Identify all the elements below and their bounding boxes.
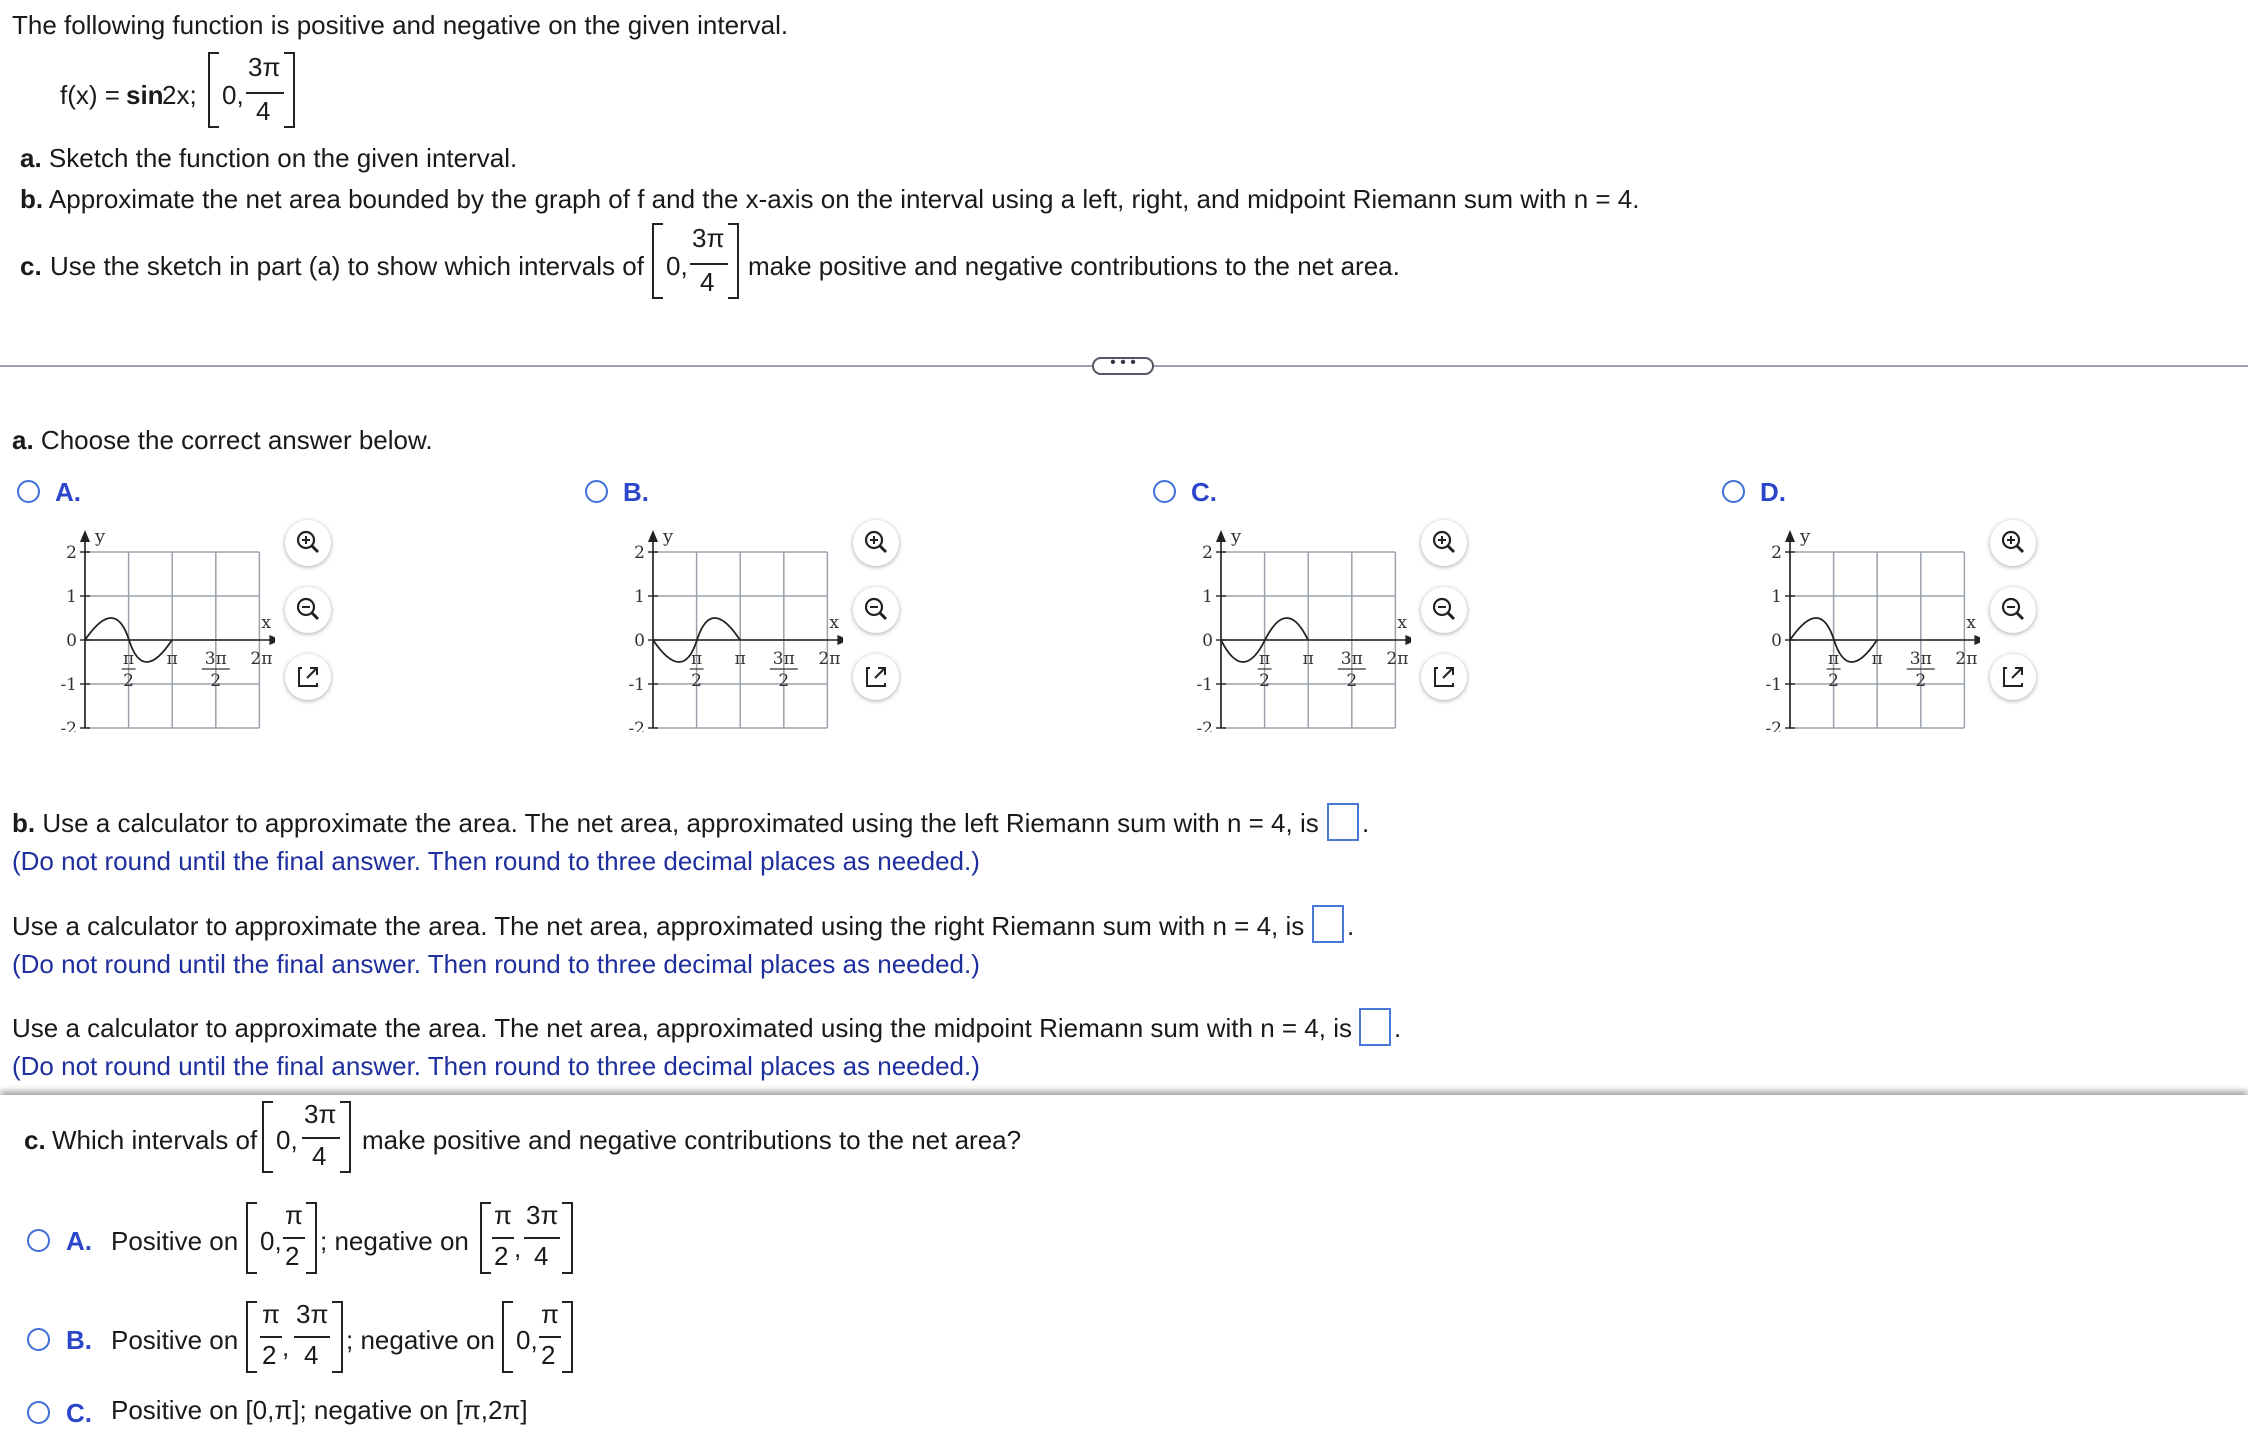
- x-tick-label: 2: [1915, 671, 1927, 691]
- x-tick-label: 2: [1259, 671, 1271, 691]
- part-c-option-c-radio[interactable]: [27, 1401, 50, 1424]
- option-letter: A.: [55, 477, 81, 507]
- y-tick-label: -1: [1765, 675, 1782, 695]
- x-tick-label: π: [734, 649, 746, 669]
- x-tick-label: 3π: [204, 649, 227, 669]
- part-b-left-text: b. Use a calculator to approximate the area. The net area, approximated using the left Riemann sum with n = 4, is: [12, 808, 1319, 838]
- zoom-in-icon[interactable]: [853, 520, 899, 566]
- midpoint-sum-answer-box[interactable]: [1359, 1008, 1391, 1046]
- part-c-question-after: make positive and negative contributions to the net area?: [362, 1125, 1022, 1155]
- y-tick-label: -1: [60, 675, 77, 695]
- y-tick-label: -1: [628, 675, 645, 695]
- sine-graph: [1171, 522, 1411, 732]
- part-c-label: c.: [24, 1125, 46, 1155]
- option-letter: A.: [66, 1226, 92, 1256]
- period: .: [1394, 1013, 1402, 1043]
- comma: ,: [514, 1233, 522, 1263]
- x-axis-arrow: [1974, 635, 1980, 645]
- midpoint-sum-hint: (Do not round until the final answer. Then round to three decimal places as needed.): [12, 1051, 980, 1081]
- interval-denominator: 4: [700, 267, 715, 297]
- x-tick-label: 2: [1346, 671, 1358, 691]
- icon-handle: [2017, 546, 2023, 552]
- x-tick-label: 2: [691, 671, 703, 691]
- interval-denominator: 4: [256, 96, 271, 126]
- x-tick-label: 3π: [1340, 649, 1363, 669]
- interval-bracket-right: [306, 1202, 317, 1274]
- option-text: Positive on: [111, 1325, 239, 1355]
- icon-arrow: [307, 668, 317, 678]
- x-tick-label: π: [166, 649, 178, 669]
- zoom-out-icon[interactable]: [853, 587, 899, 633]
- icon-handle: [1448, 546, 1454, 552]
- open-in-new-icon[interactable]: [853, 654, 899, 700]
- option-text: Positive on [0,π]; negative on [π,2π]: [111, 1395, 528, 1425]
- y-tick-label: 2: [1771, 543, 1782, 563]
- y-tick-label: 2: [1202, 543, 1213, 563]
- y-tick-label: 0: [1202, 631, 1213, 651]
- zoom-in-icon[interactable]: [1421, 520, 1467, 566]
- left-sum-hint: (Do not round until the final answer. Then round to three decimal places as needed.): [12, 846, 980, 876]
- y-tick-label: -2: [1196, 719, 1213, 732]
- graph-thumbnail: [35, 522, 275, 739]
- y-tick-label: 0: [634, 631, 645, 651]
- sine-graph: [35, 522, 275, 732]
- y-axis-label: y: [1231, 526, 1242, 547]
- icon-arrow: [1443, 668, 1453, 678]
- comma: ,: [282, 1332, 290, 1362]
- interval-start: 0,: [666, 251, 688, 281]
- y-tick-label: 1: [66, 587, 77, 607]
- interval-numerator: 3π: [692, 223, 725, 253]
- interval-numerator: 3π: [296, 1299, 329, 1329]
- part-c-option-b-radio[interactable]: [27, 1328, 50, 1351]
- fraction-bar: [294, 1336, 330, 1338]
- x-tick-label: π: [1302, 649, 1314, 669]
- problem-part-c-label: c.: [20, 251, 42, 281]
- x-tick-label: 2: [778, 671, 790, 691]
- option-letter: B.: [623, 477, 649, 507]
- x-tick-label: π: [1259, 649, 1271, 669]
- fraction-bar: [524, 1237, 560, 1239]
- y-tick-label: -2: [60, 719, 77, 732]
- fraction-bar: [283, 1237, 305, 1239]
- function-sin: sin: [126, 80, 164, 110]
- expand-button[interactable]: • • •: [1092, 357, 1154, 375]
- part-b-right-text: Use a calculator to approximate the area. The net area, approximated using the right Riemann sum with n = 4, is: [12, 911, 1305, 941]
- interval-start: 0,: [516, 1325, 538, 1355]
- fraction-bar: [260, 1336, 282, 1338]
- icon-handle: [1448, 613, 1454, 619]
- interval-bracket-left: [262, 1101, 273, 1173]
- open-in-new-icon[interactable]: [1421, 654, 1467, 700]
- interval-denominator: 4: [304, 1340, 319, 1370]
- interval-numerator: 3π: [304, 1099, 337, 1129]
- y-tick-label: -1: [1196, 675, 1213, 695]
- period: .: [1347, 911, 1355, 941]
- zoom-out-icon[interactable]: [285, 587, 331, 633]
- x-tick-label: 3π: [772, 649, 795, 669]
- x-tick-label: 2: [123, 671, 135, 691]
- function-arg: 2x;: [162, 80, 197, 110]
- x-axis-label: x: [1966, 613, 1976, 633]
- right-sum-hint: (Do not round until the final answer. Then round to three decimal places as needed.): [12, 949, 980, 979]
- part-a-option-c-radio[interactable]: [1153, 480, 1176, 503]
- option-letter: C.: [66, 1398, 92, 1428]
- part-c-option-a-radio[interactable]: [27, 1229, 50, 1252]
- part-a-option-a-radio[interactable]: [17, 480, 40, 503]
- y-tick-label: -2: [628, 719, 645, 732]
- fraction-bar: [302, 1137, 340, 1139]
- problem-intro: The following function is positive and negative on the given interval.: [12, 10, 789, 40]
- part-a-option-b-radio[interactable]: [585, 480, 608, 503]
- problem-part-c-text-after: make positive and negative contributions to the net area.: [748, 251, 1400, 281]
- option-mid-text: ; negative on: [320, 1226, 469, 1256]
- y-tick-label: 1: [634, 587, 645, 607]
- x-tick-label: π: [691, 649, 703, 669]
- x-axis-arrow: [1405, 635, 1411, 645]
- zoom-in-icon[interactable]: [285, 520, 331, 566]
- icon-arrow: [875, 668, 885, 678]
- option-letter: D.: [1760, 477, 1786, 507]
- interval-bracket-right: [284, 52, 295, 128]
- interval-numerator: π: [494, 1200, 512, 1230]
- interval-bracket-left: [652, 223, 663, 299]
- x-tick-label: 2: [1828, 671, 1840, 691]
- y-tick-label: 1: [1202, 587, 1213, 607]
- zoom-out-icon[interactable]: [1421, 587, 1467, 633]
- icon-handle: [880, 613, 886, 619]
- x-axis-label: x: [829, 613, 839, 633]
- interval-bracket-right: [562, 1301, 573, 1373]
- y-tick-label: -2: [1765, 719, 1782, 732]
- x-tick-label: 2π: [1386, 649, 1409, 669]
- interval-denominator: 2: [494, 1241, 509, 1271]
- interval-numerator: π: [262, 1299, 280, 1329]
- y-axis-label: y: [663, 526, 674, 547]
- option-mid-text: ; negative on: [346, 1325, 495, 1355]
- interval-numerator: 3π: [526, 1200, 559, 1230]
- fraction-bar: [492, 1237, 514, 1239]
- x-tick-label: π: [1871, 649, 1883, 669]
- fraction-bar: [539, 1336, 561, 1338]
- part-c-panel: [0, 1095, 2248, 1443]
- icon-handle: [312, 546, 318, 552]
- x-tick-label: 2π: [818, 649, 841, 669]
- y-tick-label: 0: [1771, 631, 1782, 651]
- sine-graph: [603, 522, 843, 732]
- interval-denominator: 2: [262, 1340, 277, 1370]
- interval-numerator: 3π: [248, 52, 281, 82]
- interval-bracket-right: [332, 1301, 343, 1373]
- y-axis-label: y: [95, 526, 106, 547]
- graph-thumbnail: [603, 522, 843, 739]
- y-axis-arrow: [1785, 530, 1795, 542]
- y-axis-arrow: [648, 530, 658, 542]
- y-tick-label: 1: [1771, 587, 1782, 607]
- interval-bracket-left: [208, 52, 219, 128]
- interval-start: 0,: [222, 80, 244, 110]
- x-tick-label: 2π: [1955, 649, 1978, 669]
- interval-denominator: 2: [541, 1340, 556, 1370]
- period: .: [1362, 808, 1370, 838]
- interval-bracket-right: [562, 1202, 573, 1274]
- problem-part-c-text-before: Use the sketch in part (a) to show which intervals of: [50, 251, 644, 281]
- right-sum-answer-box[interactable]: [1312, 905, 1344, 943]
- part-a-prompt: a. Choose the correct answer below.: [12, 425, 433, 455]
- interval-bracket-left: [246, 1301, 257, 1373]
- zoom-out-icon[interactable]: [1990, 587, 2036, 633]
- fraction-bar: [246, 92, 284, 94]
- interval-denominator: 2: [285, 1241, 300, 1271]
- x-tick-label: 3π: [1909, 649, 1932, 669]
- interval-numerator: π: [541, 1299, 559, 1329]
- y-axis-arrow: [80, 530, 90, 542]
- x-tick-label: 2π: [250, 649, 273, 669]
- x-axis-label: x: [1397, 613, 1407, 633]
- open-in-new-icon[interactable]: [285, 654, 331, 700]
- y-tick-label: 0: [66, 631, 77, 651]
- interval-denominator: 4: [312, 1141, 327, 1171]
- interval-bracket-left: [246, 1202, 257, 1274]
- function-text: f(x) =: [60, 80, 120, 110]
- x-axis-label: x: [261, 613, 271, 633]
- problem-part-a: a. Sketch the function on the given interval.: [20, 143, 518, 173]
- x-axis-arrow: [837, 635, 843, 645]
- graph-thumbnail: [1171, 522, 1411, 739]
- option-text: Positive on: [111, 1226, 239, 1256]
- icon-handle: [2017, 613, 2023, 619]
- interval-bracket-left: [480, 1202, 491, 1274]
- sine-graph: [1740, 522, 1980, 732]
- interval-bracket-right: [340, 1101, 351, 1173]
- icon-arrow: [2012, 668, 2022, 678]
- part-c-question-before: Which intervals of: [52, 1125, 258, 1155]
- icon-handle: [880, 546, 886, 552]
- y-tick-label: 2: [66, 543, 77, 563]
- interval-denominator: 4: [534, 1241, 549, 1271]
- interval-bracket-left: [502, 1301, 513, 1373]
- x-tick-label: π: [1828, 649, 1840, 669]
- graph-thumbnail: [1740, 522, 1980, 739]
- part-b-mid-text: Use a calculator to approximate the area. The net area, approximated using the midpoint Riemann sum with n = 4, is: [12, 1013, 1352, 1043]
- x-axis-arrow: [269, 635, 275, 645]
- y-axis-label: y: [1800, 526, 1811, 547]
- x-tick-label: π: [123, 649, 135, 669]
- option-letter: C.: [1191, 477, 1217, 507]
- icon-handle: [312, 613, 318, 619]
- y-axis-arrow: [1216, 530, 1226, 542]
- option-letter: B.: [66, 1325, 92, 1355]
- part-a-option-d-radio[interactable]: [1722, 480, 1745, 503]
- zoom-in-icon[interactable]: [1990, 520, 2036, 566]
- interval-start: 0,: [276, 1125, 298, 1155]
- interval-start: 0,: [260, 1226, 282, 1256]
- interval-numerator: π: [285, 1200, 303, 1230]
- fraction-bar: [690, 263, 728, 265]
- left-sum-answer-box[interactable]: [1327, 803, 1359, 841]
- problem-part-b: b. Approximate the net area bounded by the graph of f and the x-axis on the interval using a left, right, and midpoint Riemann sum with n = 4.: [20, 184, 1640, 214]
- open-in-new-icon[interactable]: [1990, 654, 2036, 700]
- x-tick-label: 2: [210, 671, 222, 691]
- y-tick-label: 2: [634, 543, 645, 563]
- interval-bracket-right: [728, 223, 739, 299]
